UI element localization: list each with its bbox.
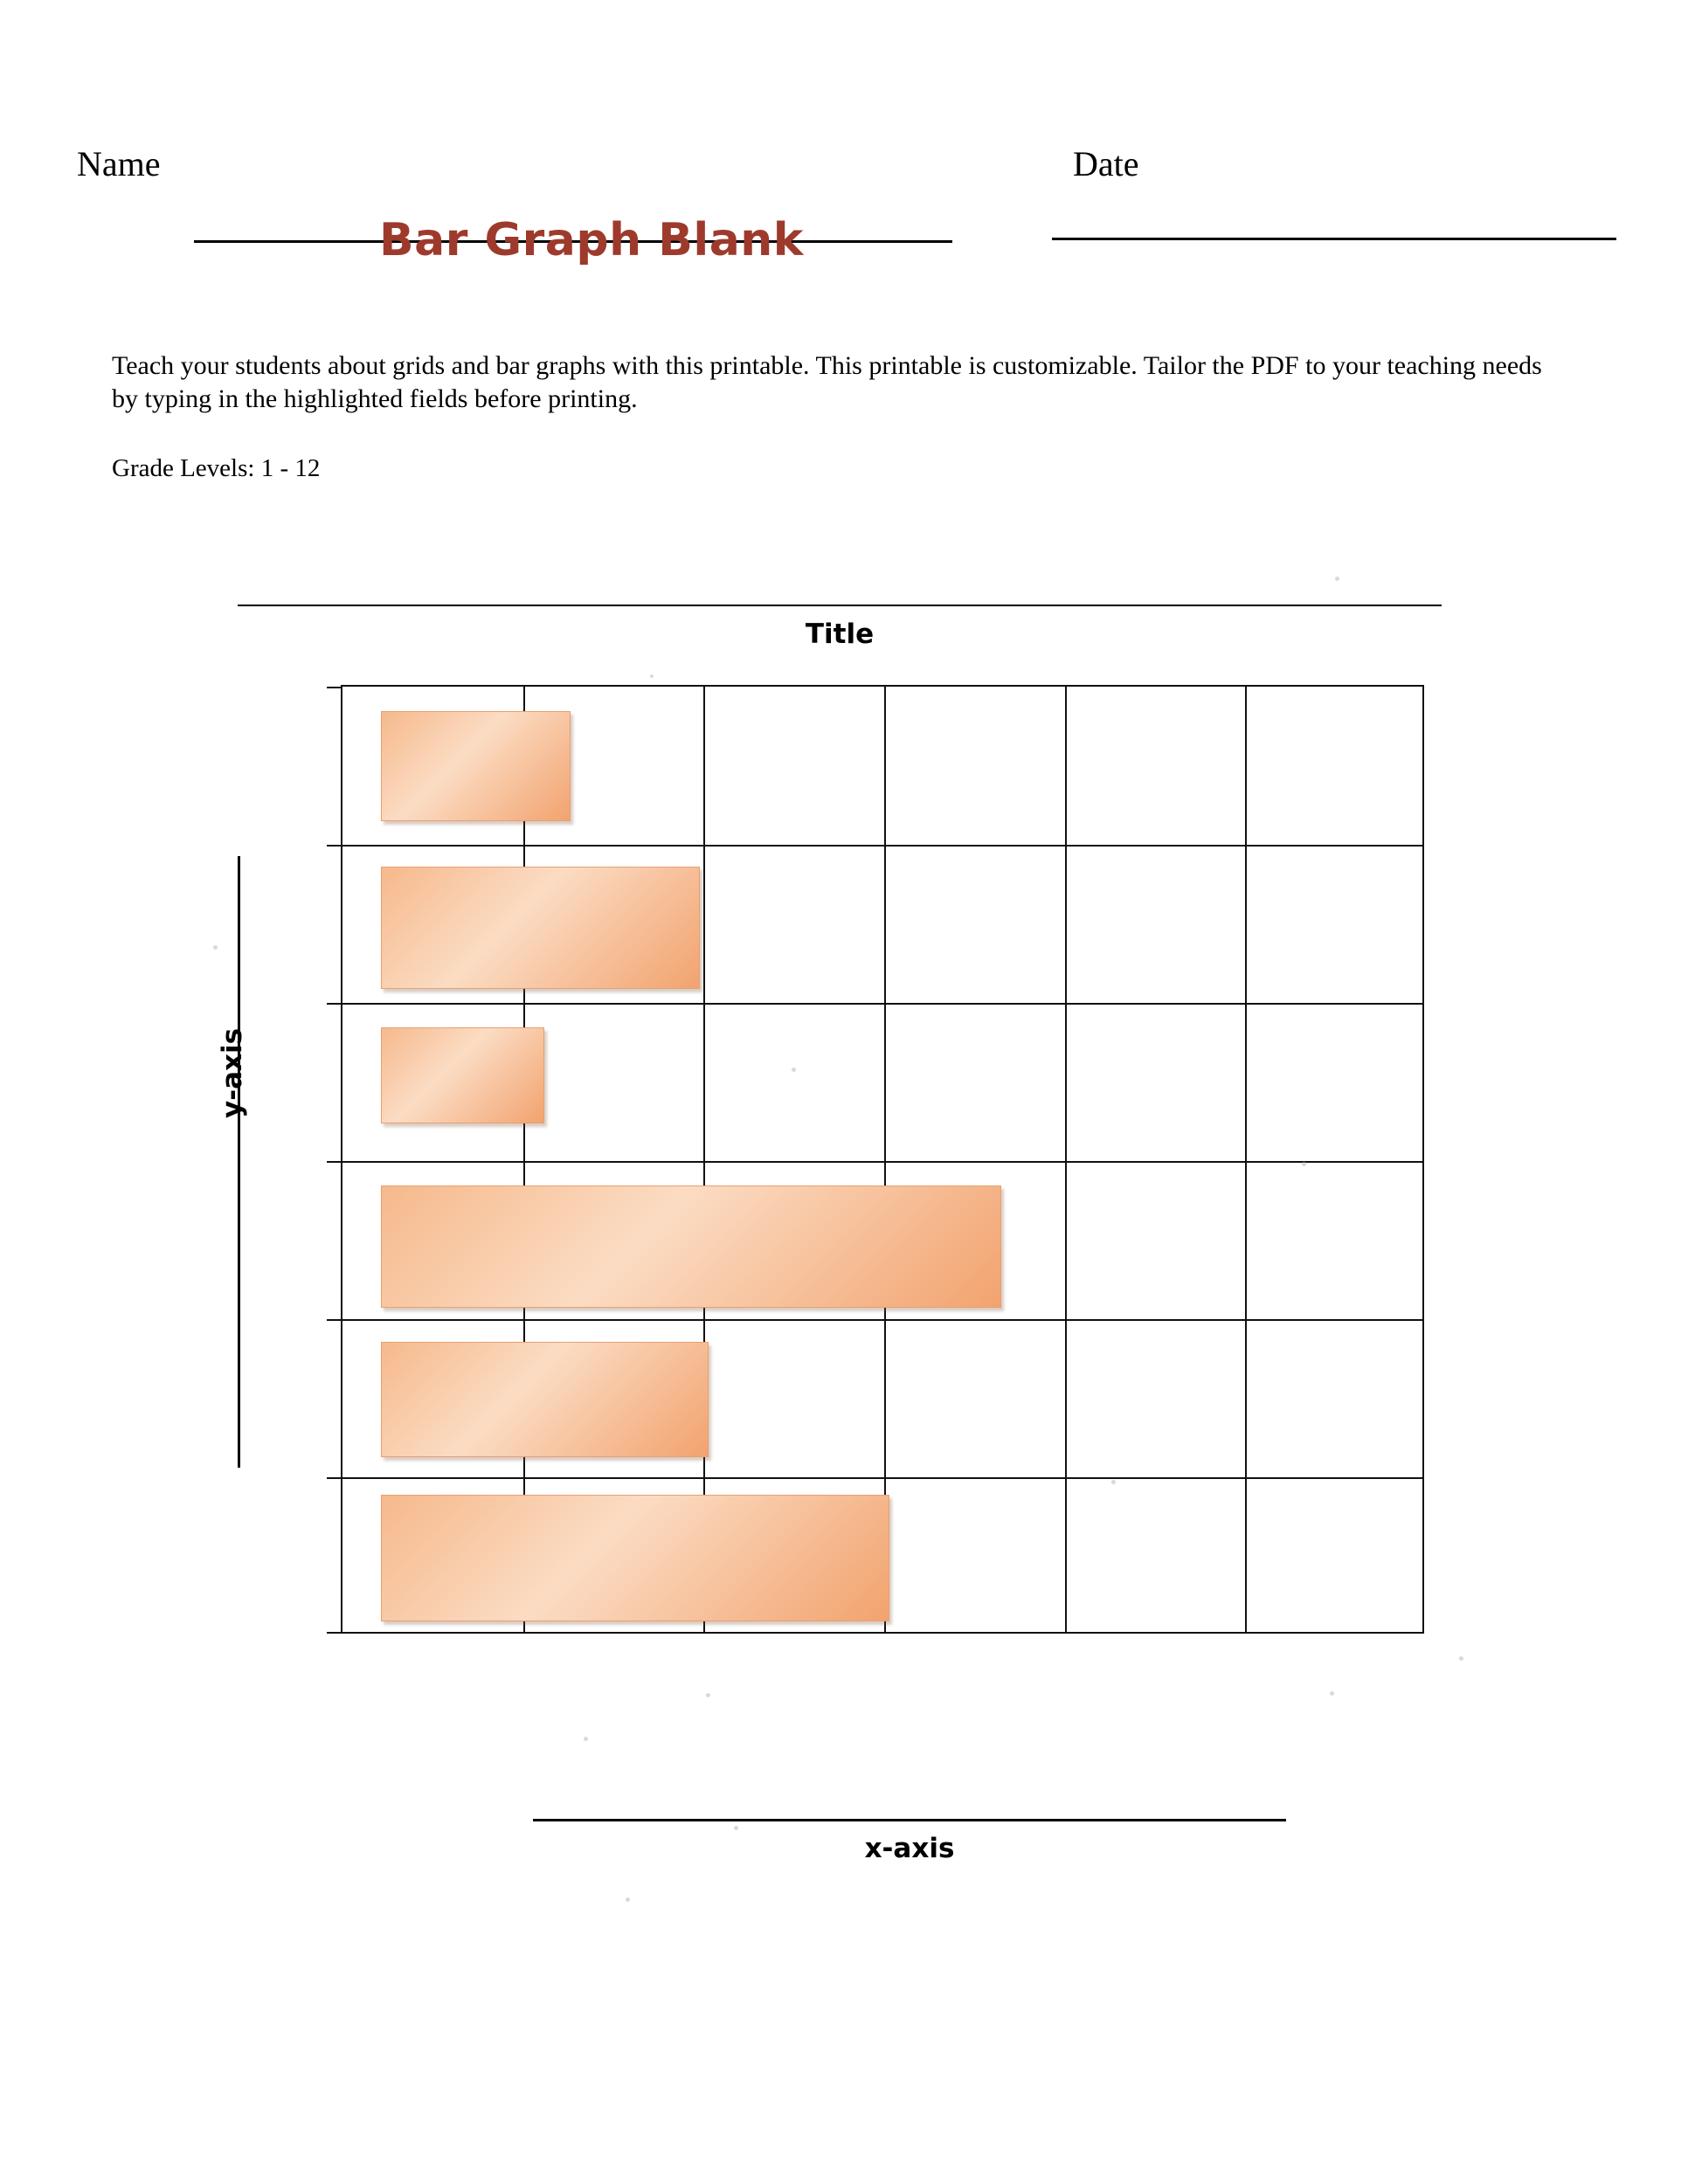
- chart-grid: [341, 685, 1424, 1634]
- x-axis-line: [533, 1819, 1286, 1821]
- grid-vline: [703, 687, 705, 1632]
- bar-row-3[interactable]: [381, 1027, 544, 1123]
- scan-speckle: [626, 1897, 630, 1902]
- y-axis-tick: [327, 1477, 342, 1479]
- y-axis-label: y-axis: [217, 1027, 248, 1118]
- grid-hline: [342, 1477, 1422, 1479]
- grid-hline: [342, 1003, 1422, 1005]
- grid-vline: [884, 687, 886, 1632]
- description-text: Teach your students about grids and bar graphs with this printable. This printable is customizable. Tailor the PDF to your teaching needs by typing in the highlighted fields before printing.: [112, 351, 1542, 414]
- grid-hline: [342, 1319, 1422, 1321]
- scan-speckle: [1335, 577, 1339, 581]
- scan-speckle: [1111, 1480, 1116, 1484]
- bar-row-2[interactable]: [381, 867, 700, 989]
- chart-title-rule[interactable]: [238, 605, 1442, 606]
- scan-speckle: [650, 674, 654, 678]
- y-axis-tick: [327, 845, 342, 847]
- y-axis-line: [238, 856, 240, 1468]
- grid-vline: [1245, 687, 1247, 1632]
- grid-vline: [1065, 687, 1067, 1632]
- scan-speckle: [1459, 1656, 1463, 1661]
- name-label: Name: [77, 144, 161, 183]
- grade-levels-text: Grade Levels: 1 - 12: [112, 454, 321, 482]
- page-title: Bar Graph Blank: [379, 214, 804, 266]
- bar-row-1[interactable]: [381, 711, 571, 821]
- chart-title: Title: [805, 619, 875, 650]
- scan-speckle: [792, 1068, 796, 1072]
- scan-speckle: [1302, 1162, 1306, 1166]
- grid-hline: [342, 1161, 1422, 1163]
- y-axis-tick: [327, 687, 342, 688]
- bar-row-4[interactable]: [381, 1185, 1001, 1308]
- y-axis-tick: [327, 1161, 342, 1163]
- y-axis-tick: [327, 1632, 342, 1634]
- scan-speckle: [734, 1826, 738, 1830]
- bar-row-6[interactable]: [381, 1495, 889, 1621]
- date-label: Date: [1073, 144, 1139, 183]
- scan-speckle: [706, 1693, 710, 1697]
- y-axis-tick: [327, 1003, 342, 1005]
- scan-speckle: [213, 945, 218, 950]
- bar-row-5[interactable]: [381, 1342, 709, 1457]
- grid-vline: [523, 687, 525, 1632]
- scan-speckle: [584, 1737, 588, 1741]
- scan-speckle: [1330, 1691, 1334, 1696]
- grid-hline: [342, 845, 1422, 847]
- y-axis-tick: [327, 1319, 342, 1321]
- x-axis-label: x-axis: [864, 1833, 955, 1864]
